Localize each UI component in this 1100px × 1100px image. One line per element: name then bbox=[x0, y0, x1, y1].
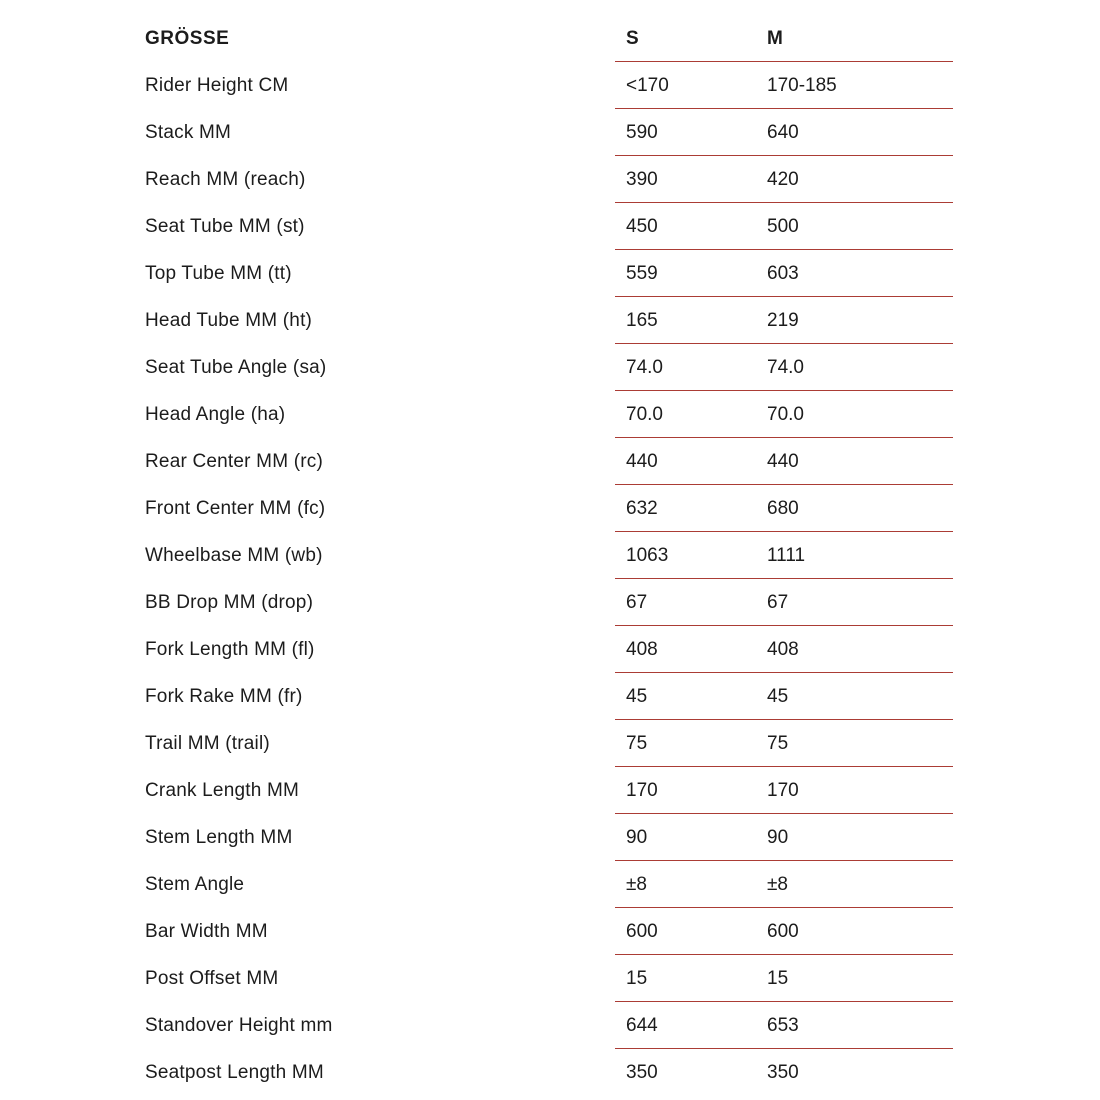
row-label: Head Angle (ha) bbox=[145, 404, 286, 425]
value-m: 440 bbox=[767, 450, 799, 472]
value-s: 559 bbox=[626, 262, 658, 284]
value-m: 75 bbox=[767, 732, 789, 754]
value-s: 440 bbox=[626, 450, 658, 472]
row-values bbox=[615, 62, 953, 109]
value-s: ±8 bbox=[626, 873, 647, 895]
row-values bbox=[615, 297, 953, 344]
value-s: 74.0 bbox=[626, 356, 663, 378]
table-row bbox=[145, 626, 953, 673]
header-col-m: M bbox=[767, 27, 784, 49]
table-row bbox=[145, 391, 953, 438]
row-values bbox=[615, 673, 953, 720]
row-label: Bar Width MM bbox=[145, 921, 268, 942]
value-m: ±8 bbox=[767, 873, 788, 895]
row-values bbox=[615, 720, 953, 767]
table-row bbox=[145, 814, 953, 861]
table-header-row bbox=[145, 15, 953, 62]
table-row bbox=[145, 485, 953, 532]
row-label: Seat Tube MM (st) bbox=[145, 216, 305, 237]
row-label: BB Drop MM (drop) bbox=[145, 592, 314, 613]
value-m: 653 bbox=[767, 1014, 799, 1036]
value-m: 45 bbox=[767, 685, 789, 707]
row-label: Fork Rake MM (fr) bbox=[145, 686, 303, 707]
value-s: 165 bbox=[626, 309, 658, 331]
value-s: 450 bbox=[626, 215, 658, 237]
value-m: 640 bbox=[767, 121, 799, 143]
table-row bbox=[145, 203, 953, 250]
row-label: Head Tube MM (ht) bbox=[145, 310, 313, 331]
value-s: 90 bbox=[626, 826, 648, 848]
value-m: 90 bbox=[767, 826, 789, 848]
table-row bbox=[145, 438, 953, 485]
row-values bbox=[615, 344, 953, 391]
header-size-label: GRÖSSE bbox=[145, 28, 230, 49]
value-m: 350 bbox=[767, 1062, 799, 1083]
row-values bbox=[615, 767, 953, 814]
value-s: 70.0 bbox=[626, 403, 663, 425]
row-label: Stack MM bbox=[145, 122, 232, 143]
row-values bbox=[615, 814, 953, 861]
row-label: Stem Length MM bbox=[145, 827, 293, 848]
row-values bbox=[615, 203, 953, 250]
value-m: 15 bbox=[767, 967, 789, 989]
row-label: Reach MM (reach) bbox=[145, 169, 306, 190]
value-m: 219 bbox=[767, 309, 799, 331]
row-values bbox=[615, 485, 953, 532]
table-row bbox=[145, 720, 953, 767]
table-row bbox=[145, 908, 953, 955]
row-values bbox=[615, 156, 953, 203]
row-values bbox=[615, 626, 953, 673]
value-s: 590 bbox=[626, 121, 658, 143]
table-row bbox=[145, 1002, 953, 1049]
table-row bbox=[145, 955, 953, 1002]
value-m: 500 bbox=[767, 215, 799, 237]
row-label: Standover Height mm bbox=[145, 1015, 333, 1036]
row-label: Stem Angle bbox=[145, 874, 245, 895]
row-label: Seat Tube Angle (sa) bbox=[145, 357, 327, 378]
header-col-s: S bbox=[626, 27, 640, 49]
value-s: 390 bbox=[626, 168, 658, 190]
table-body bbox=[145, 62, 953, 1096]
row-values bbox=[615, 250, 953, 297]
value-s: 15 bbox=[626, 967, 648, 989]
value-s: 600 bbox=[626, 920, 658, 942]
table-row bbox=[145, 109, 953, 156]
value-s: 170 bbox=[626, 779, 658, 801]
row-values bbox=[615, 1049, 953, 1096]
value-m: 67 bbox=[767, 591, 789, 613]
value-s: 632 bbox=[626, 497, 658, 519]
header-values bbox=[615, 15, 953, 62]
row-values bbox=[615, 579, 953, 626]
row-label: Post Offset MM bbox=[145, 968, 279, 989]
row-label: Seatpost Length MM bbox=[145, 1062, 324, 1083]
value-s: 75 bbox=[626, 732, 648, 754]
value-m: 170 bbox=[767, 779, 799, 801]
geometry-table bbox=[145, 15, 953, 1096]
row-label: Fork Length MM (fl) bbox=[145, 639, 315, 660]
row-label: Crank Length MM bbox=[145, 780, 300, 801]
value-m: 170-185 bbox=[767, 74, 837, 96]
row-values bbox=[615, 109, 953, 156]
table-row bbox=[145, 1049, 953, 1096]
table-row bbox=[145, 767, 953, 814]
value-s: 350 bbox=[626, 1062, 658, 1083]
row-values bbox=[615, 438, 953, 485]
table-row bbox=[145, 250, 953, 297]
row-values bbox=[615, 1002, 953, 1049]
value-s: 408 bbox=[626, 638, 658, 660]
value-m: 603 bbox=[767, 262, 799, 284]
row-label: Rider Height CM bbox=[145, 75, 289, 96]
row-label: Trail MM (trail) bbox=[145, 733, 270, 754]
value-s: 644 bbox=[626, 1014, 658, 1036]
row-label: Wheelbase MM (wb) bbox=[145, 545, 323, 566]
value-s: 67 bbox=[626, 591, 648, 613]
row-label: Front Center MM (fc) bbox=[145, 498, 326, 519]
row-values bbox=[615, 908, 953, 955]
value-s: 1063 bbox=[626, 544, 669, 566]
row-label: Rear Center MM (rc) bbox=[145, 451, 323, 472]
table-row bbox=[145, 532, 953, 579]
row-values bbox=[615, 861, 953, 908]
value-s: <170 bbox=[626, 74, 669, 96]
row-label: Top Tube MM (tt) bbox=[145, 263, 292, 284]
table-row bbox=[145, 297, 953, 344]
table-row bbox=[145, 344, 953, 391]
table-row bbox=[145, 579, 953, 626]
table-row bbox=[145, 156, 953, 203]
value-m: 1111 bbox=[767, 544, 806, 566]
value-m: 680 bbox=[767, 497, 799, 519]
table-row bbox=[145, 62, 953, 109]
value-m: 600 bbox=[767, 920, 799, 942]
table-row bbox=[145, 673, 953, 720]
table-row bbox=[145, 861, 953, 908]
row-values bbox=[615, 955, 953, 1002]
value-m: 408 bbox=[767, 638, 799, 660]
row-values bbox=[615, 532, 953, 579]
value-s: 45 bbox=[626, 685, 648, 707]
value-m: 420 bbox=[767, 168, 799, 190]
value-m: 74.0 bbox=[767, 356, 804, 378]
row-values bbox=[615, 391, 953, 438]
value-m: 70.0 bbox=[767, 403, 804, 425]
